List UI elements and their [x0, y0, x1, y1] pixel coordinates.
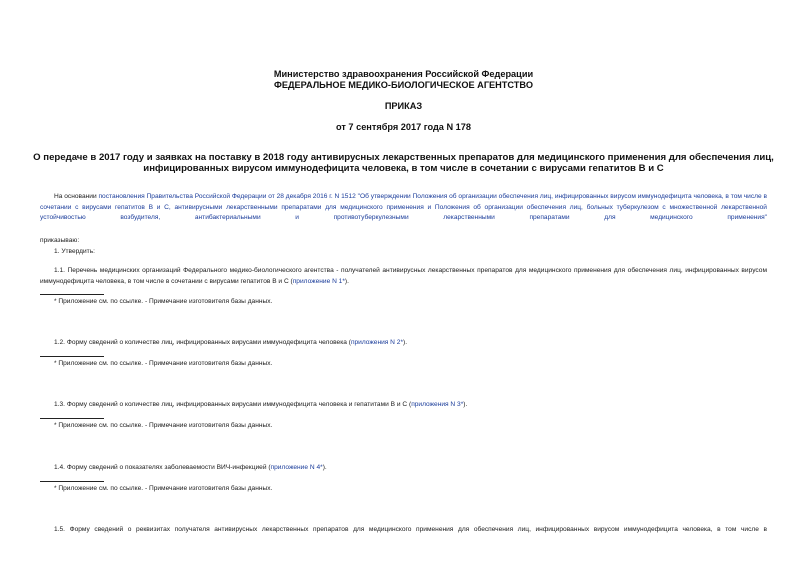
- item-1-3: [54, 400, 467, 410]
- appendix-1-link[interactable]: приложение N 1*: [292, 278, 345, 285]
- footnote-divider: [40, 294, 104, 295]
- footnote-4: * Приложение см. по ссылке. - Примечание изготовителя базы данных.: [54, 485, 273, 492]
- item-1-5: 1.5. Форму сведений о реквизитах получателя антивирусных лекарственных препаратов для медицинского применения для обеспечения лиц, инфицированных вирусом иммунодефицита человека, в том числе в: [54, 526, 767, 533]
- appendix-4-link[interactable]: приложение N 4*: [270, 464, 323, 471]
- footnote-3: * Приложение см. по ссылке. - Примечание изготовителя базы данных.: [54, 422, 273, 429]
- government-decree-link[interactable]: постановления Правительства Российской Федерации от 28 декабря 2016 г. N 1512 "Об утверждении Положения об организации обеспечения лиц, инфицированных вирусом иммунодефицита человека, в том числе в сочетании с вирусами гепатитов В и С, антивирусными лекарственными препаратами для медицинского применения и Положения об организации обеспечения лиц, больных туберкулезом с множественной лекарственной устойчивостью возбудителя, антибактериальными и противотуберкулезными лекарственными препаратами для медицинского применения": [40, 193, 767, 221]
- document-type: ПРИКАЗ: [384, 101, 423, 111]
- item-1-2-text: 1.2. Форму сведений о количестве лиц, инфицированных вирусами иммунодефицита человека (: [54, 339, 351, 346]
- agency-name: ФЕДЕРАЛЬНОЕ МЕДИКО-БИОЛОГИЧЕСКОЕ АГЕНТСТВО: [274, 80, 533, 90]
- basis-paragraph: [40, 192, 767, 224]
- footnote-divider: [40, 356, 104, 357]
- document-title-line-1: О передаче в 2017 году и заявках на поставку в 2018 году антивирусных лекарственных препаратов для медицинского применения для обеспечения лиц,: [33, 152, 774, 163]
- item-1-2: [54, 338, 407, 348]
- ministry-name: Министерство здравоохранения Российской Федерации: [273, 69, 534, 79]
- item-1-1-suffix: ).: [344, 278, 349, 285]
- item-1-4: [54, 463, 327, 473]
- footnote-divider: [40, 481, 104, 482]
- footnote-1: * Приложение см. по ссылке. - Примечание изготовителя базы данных.: [54, 298, 273, 305]
- order-word: приказываю:: [40, 237, 80, 244]
- item-1-4-text: 1.4. Форму сведений о показателях заболеваемости ВИЧ-инфекцией (: [54, 464, 271, 471]
- item-1-3-suffix: ).: [463, 401, 468, 408]
- basis-prefix: На основании: [54, 193, 99, 200]
- item-1-1: [40, 265, 767, 287]
- footnote-2: * Приложение см. по ссылке. - Примечание изготовителя базы данных.: [54, 360, 273, 367]
- document-title-line-2: инфицированных вирусом иммунодефицита человека, в том числе в сочетании с вирусами гепатитов В и С: [143, 163, 664, 174]
- appendix-2-link[interactable]: приложения N 2*: [350, 339, 404, 346]
- item-1-approve: 1. Утвердить:: [54, 248, 95, 255]
- footnote-divider: [40, 418, 104, 419]
- document-date-number: от 7 сентября 2017 года N 178: [335, 122, 471, 132]
- appendix-3-link[interactable]: приложения N 3*: [411, 401, 464, 408]
- item-1-2-suffix: ).: [403, 339, 408, 346]
- item-1-1-text: 1.1. Перечень медицинских организаций Федерального медико-биологического агентства - получателей антивирусных лекарственных препаратов для медицинского применения для обеспечения лиц, инфицированных вирусом иммунодефицита человека, в том числе в сочетании с вирусами гепатитов В и С (: [40, 267, 767, 285]
- item-1-4-suffix: ).: [322, 464, 327, 471]
- item-1-3-text: 1.3. Форму сведений о количестве лиц, инфицированных вирусами иммунодефицита человека и гепатитами В и С (: [54, 401, 412, 408]
